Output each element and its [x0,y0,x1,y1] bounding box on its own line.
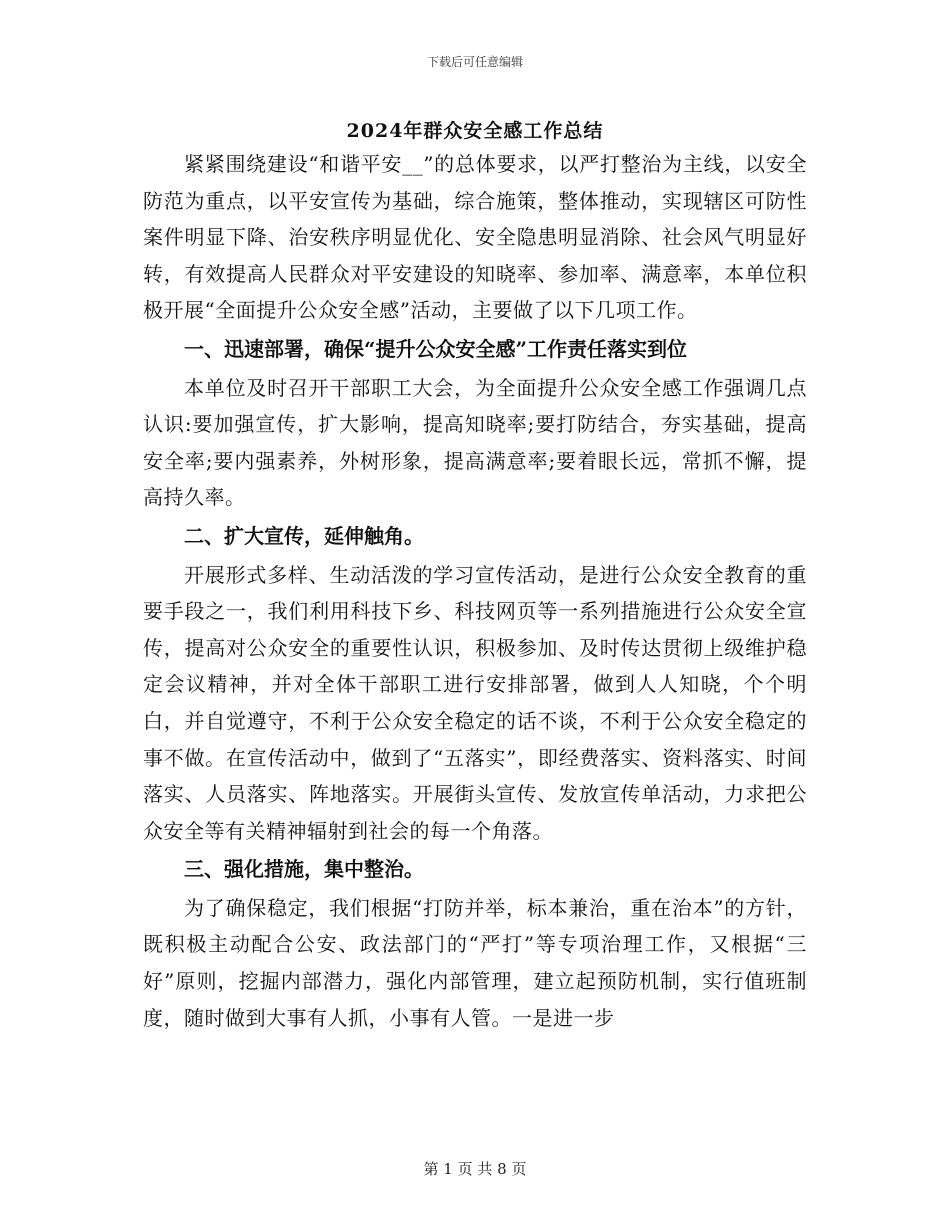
section-1-paragraph: 本单位及时召开干部职工大会，为全面提升公众安全感工作强调几点认识:要加强宣传，扩大影响，提高知晓率;要打防结合，夯实基础，提高安全率;要内强素养，外树形象，提高满意率;要着眼长远，常抓不懈，提高持久率。 [143,375,807,510]
section-2-heading: 二、扩大宣传，延伸触角。 [184,523,424,548]
document-title: 2024年群众安全感工作总结 [346,120,604,142]
page-number: 第 1 页 共 8 页 [423,1160,527,1178]
section-2-paragraph: 开展形式多样、生动活泼的学习宣传活动，是进行公众安全教育的重要手段之一，我们利用科技下乡、科技网页等一系列措施进行公众安全宣传，提高对公众安全的重要性认识，积极参加、及时传达贯彻上级维护稳定会议精神，并对全体干部职工进行安排部署，做到人人知晓，个个明白，并自觉遵守，不利于公众安全稳定的话不谈，不利于公众安全稳定的事不做。在宣传活动中，做到了“五落实”，即经费落实、资料落实、时间落实、人员落实、阵地落实。开展街头宣传、发放宣传单活动，力求把公众安全等有关精神辐射到社会的每一个角落。 [143,562,807,843]
page-header-note: 下载后可任意编辑 [426,55,523,69]
document-body [143,146,807,1036]
section-3-heading: 三、强化措施，集中整治。 [184,857,424,882]
intro-paragraph: 紧紧围绕建设“和谐平安__”的总体要求，以严打整治为主线，以安全防范为重点，以平安宣传为基础，综合施策，整体推动，实现辖区可防性案件明显下降、治安秩序明显优化、安全隐患明显消除、社会风气明显好转，有效提高人民群众对平安建设的知晓率、参加率、满意率，本单位积极开展“全面提升公众安全感”活动，主要做了以下几项工作。 [143,152,807,323]
section-1-heading: 一、迅速部署，确保“提升公众安全感”工作责任落实到位 [184,336,688,361]
section-3-paragraph: 为了确保稳定，我们根据“打防并举，标本兼治，重在治本”的方针，既积极主动配合公安、政法部门的“严打”等专项治理工作，又根据“三好”原则，挖掘内部潜力，强化内部管理，建立起预防机制，实行值班制度，随时做到大事有人抓，小事有人管。一是进一步 [143,895,807,1030]
